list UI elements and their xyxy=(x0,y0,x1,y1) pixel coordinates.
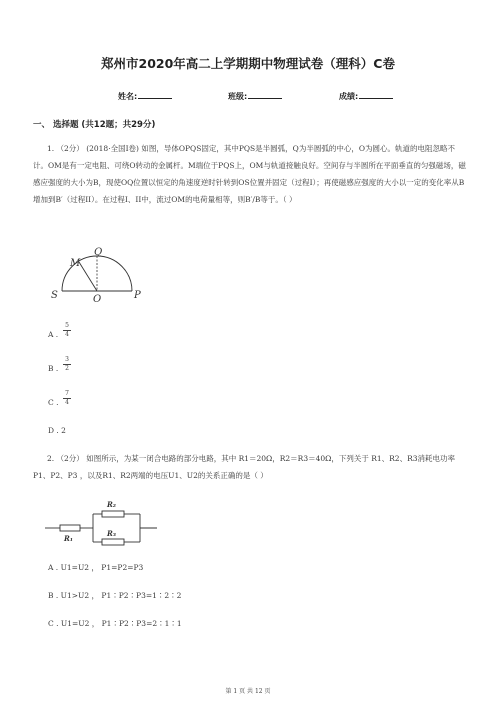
question-1-figure xyxy=(48,246,158,306)
label-r3: R₃ xyxy=(107,529,116,538)
q1-option-b[interactable]: B . xyxy=(48,364,59,373)
name-blank[interactable] xyxy=(138,89,172,99)
label-o: O xyxy=(93,294,102,305)
student-info-row xyxy=(0,89,496,103)
name-label: 姓名: xyxy=(118,92,138,101)
class-field[interactable] xyxy=(228,89,282,102)
question-2-text: 2. （2分） 如图所示，为某一闭合电路的部分电路，其中 R1＝20Ω，R2＝R3＝40Ω，下列关于 R1、R2、R3消耗电功率P1、P2、P3 ，以及R1、R2两端的电压U1、U2的关系正确的是（ ） xyxy=(33,454,455,480)
label-p: P xyxy=(134,290,141,301)
q1-option-b-fraction: 3 2 xyxy=(63,357,71,372)
section-heading: 一、 选择题 (共12题；共29分) xyxy=(33,120,156,130)
resistor-r2 xyxy=(102,511,124,517)
label-r2: R₂ xyxy=(107,500,116,509)
page-footer: 第 1 页 共 12 页 xyxy=(225,688,271,695)
q2-option-c[interactable]: C . U1=U2 ， P1∶P2∶P3=2∶1∶1 xyxy=(48,619,182,628)
label-s: S xyxy=(51,290,58,301)
score-label: 成绩: xyxy=(339,92,359,101)
q2-option-a[interactable]: A . U1=U2 ， P1=P2=P3 xyxy=(48,563,144,572)
name-field[interactable] xyxy=(118,89,172,102)
q1-option-a[interactable]: A . xyxy=(48,330,59,339)
q1-option-c-fraction: 7 4 xyxy=(63,391,71,406)
question-2-circuit-figure xyxy=(45,497,165,549)
class-blank[interactable] xyxy=(248,89,282,99)
q1-option-c[interactable]: C . xyxy=(48,398,59,407)
q1-option-a-fraction: 5 4 xyxy=(63,323,71,338)
resistor-r3 xyxy=(102,539,124,545)
question-1-text: 1. （2分） (2018·全国Ⅰ卷) 如图，导体OPQS固定，其中PQS是半圆弧，Q为半圆弧的中心，O为圆心。轨道的电阻忽略不计。OM是有一定电阻、可绕O转动的金属杆。M端位于PQS上，OM与轨道接触良好。空间存与半圆所在平面垂直的匀强磁场，磁感应强度的大小为B，现使OQ位置以恒定的角速度逆时针转到OS位置并固定（过程Ⅰ）；再使磁感应强度的大小以一定的变化率从B增加到B′（过程II）。在过程I、II中，流过OM的电荷量相等，则B′/B等于。（ ） xyxy=(33,144,466,204)
label-q: Q xyxy=(94,247,103,258)
score-blank[interactable] xyxy=(359,89,393,99)
q1-option-d[interactable]: D . 2 xyxy=(48,426,66,435)
score-field[interactable] xyxy=(339,89,393,102)
class-label: 班级: xyxy=(228,92,248,101)
page-title: 郑州市2020年高二上学期期中物理试卷（理科）C卷 xyxy=(101,56,395,71)
label-m: M xyxy=(70,258,81,269)
resistor-r1 xyxy=(60,525,80,531)
q2-option-b[interactable]: B . U1>U2 ， P1∶P2∶P3=1∶2∶2 xyxy=(48,591,182,600)
label-r1: R₁ xyxy=(64,534,73,543)
om-rod xyxy=(79,262,97,291)
